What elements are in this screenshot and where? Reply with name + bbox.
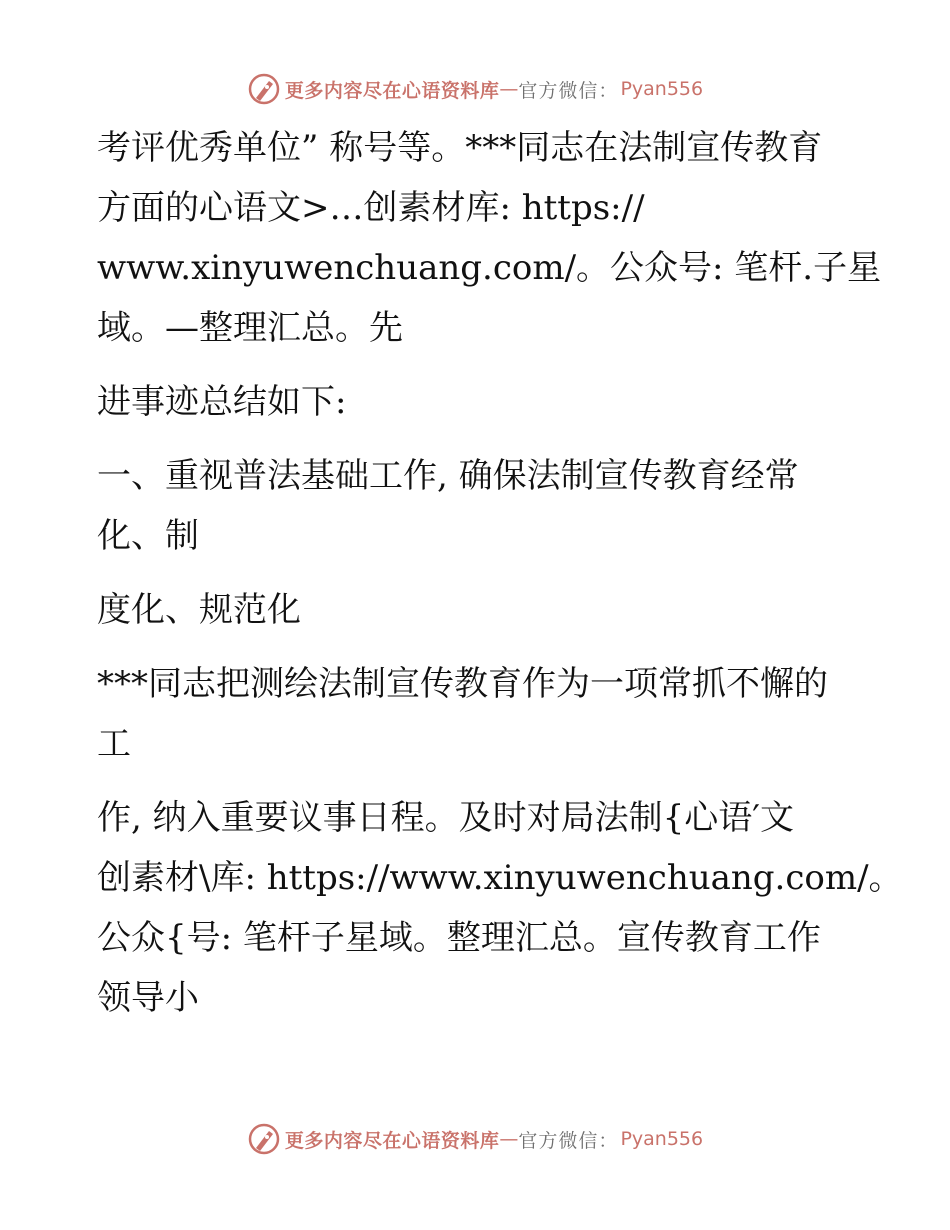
body-line: www.xinyuwenchuang.com/。公众号: 笔杆.子星: [97, 248, 882, 288]
document-body: [97, 118, 903, 1028]
body-line: 考评优秀单位” 称号等。***同志在法制宣传教育: [97, 128, 823, 168]
watermark-separator: —: [499, 78, 519, 100]
pen-nib-logo-icon: [247, 1122, 281, 1156]
watermark-brand-text: 更多内容尽在心语资料库: [284, 79, 500, 102]
body-line: 创素材\库: https://www.xinyuwenchuang.com/。: [97, 858, 903, 898]
body-line: 化、制: [97, 516, 199, 556]
body-line: 工: [97, 724, 131, 764]
watermark-label: 官方微信：: [518, 1129, 619, 1152]
body-line: 域。—整理汇总。先: [97, 308, 403, 348]
body-line: 领导小: [97, 978, 199, 1018]
watermark-id: Pyan556: [620, 78, 704, 100]
body-line: 进事迹总结如下:: [97, 382, 347, 422]
watermark-separator: —: [499, 1128, 519, 1150]
body-line: 公众{号: 笔杆子星域。整理汇总。宣传教育工作: [97, 918, 821, 958]
body-line: 作, 纳入重要议事日程。及时对局法制{心语′文: [97, 798, 794, 838]
pen-nib-logo-icon: [247, 72, 281, 106]
watermark-id: Pyan556: [620, 1128, 704, 1150]
footer-watermark: [0, 1122, 950, 1156]
body-line: 度化、规范化: [97, 590, 301, 630]
header-watermark: [0, 72, 950, 106]
body-line: 一、重视普法基础工作, 确保法制宣传教育经常: [97, 456, 799, 496]
body-line: ***同志把测绘法制宣传教育作为一项常抓不懈的: [97, 664, 828, 704]
watermark-brand-text: 更多内容尽在心语资料库: [284, 1129, 500, 1152]
body-line: 方面的心语文>…创素材库: https://: [97, 188, 645, 228]
watermark-label: 官方微信：: [518, 79, 619, 102]
